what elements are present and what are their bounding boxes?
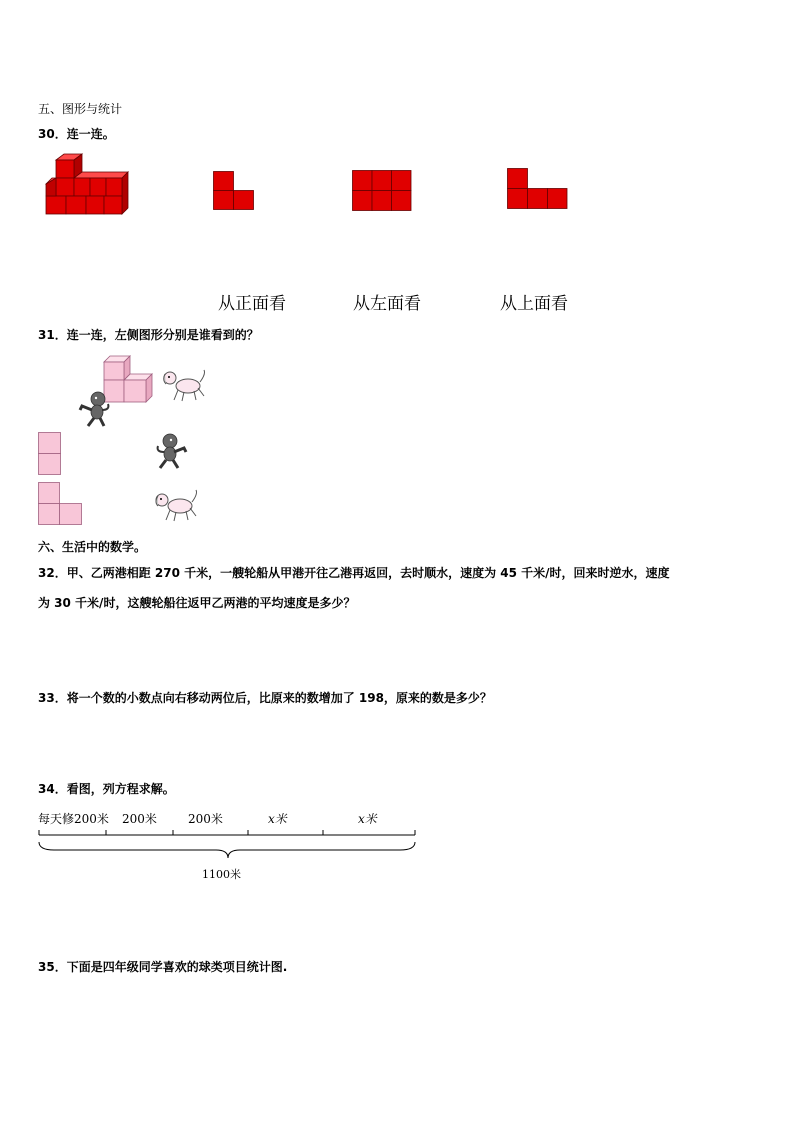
question-30: 30．连一连。: [38, 127, 115, 141]
question-32-line-1: 32．甲、乙两港相距 270 千米，一艘轮船从甲港开往乙港再返回，去时顺水，速度为 45 千米/时，回来时逆水，速度: [38, 566, 670, 580]
segment-label-4: x米: [268, 812, 287, 826]
cube-stack-3d: [44, 156, 128, 218]
question-31: 31．连一连，左侧图形分别是谁看到的？: [38, 328, 259, 342]
pink-view-column: [38, 432, 62, 475]
view-shape-l: [213, 171, 255, 211]
question-34: 34．看图，列方程求解。: [38, 782, 175, 796]
view-label-front: 从正面看: [218, 294, 286, 314]
question-32-line-2: 为 30 千米/时，这艘轮船往返甲乙两港的平均速度是多少？: [38, 596, 356, 610]
monkey-icon: [152, 432, 188, 470]
monkey-icon: [78, 390, 114, 428]
pink-view-l: [38, 482, 83, 525]
view-shape-grid: [352, 170, 412, 211]
segment-label-2: 200米: [122, 812, 157, 826]
total-length-label: 1100米: [202, 868, 241, 881]
question-33: 33．将一个数的小数点向右移动两位后，比原来的数增加了 198，原来的数是多少？: [38, 691, 492, 705]
dog-icon: [160, 368, 208, 402]
section-6-title: 六、生活中的数学。: [38, 540, 147, 554]
section-5-title: 五、图形与统计: [38, 102, 123, 116]
segment-label-1: 每天修200米: [38, 812, 109, 826]
view-label-left: 从左面看: [353, 294, 421, 314]
view-label-top: 从上面看: [500, 294, 568, 314]
dog-icon: [152, 488, 200, 522]
segment-label-3: 200米: [188, 812, 223, 826]
question-35: 35．下面是四年级同学喜欢的球类项目统计图.: [38, 960, 288, 974]
view-shape-long-l: [507, 168, 568, 210]
segment-line-with-brace: [36, 828, 420, 864]
segment-label-5: x米: [358, 812, 377, 826]
